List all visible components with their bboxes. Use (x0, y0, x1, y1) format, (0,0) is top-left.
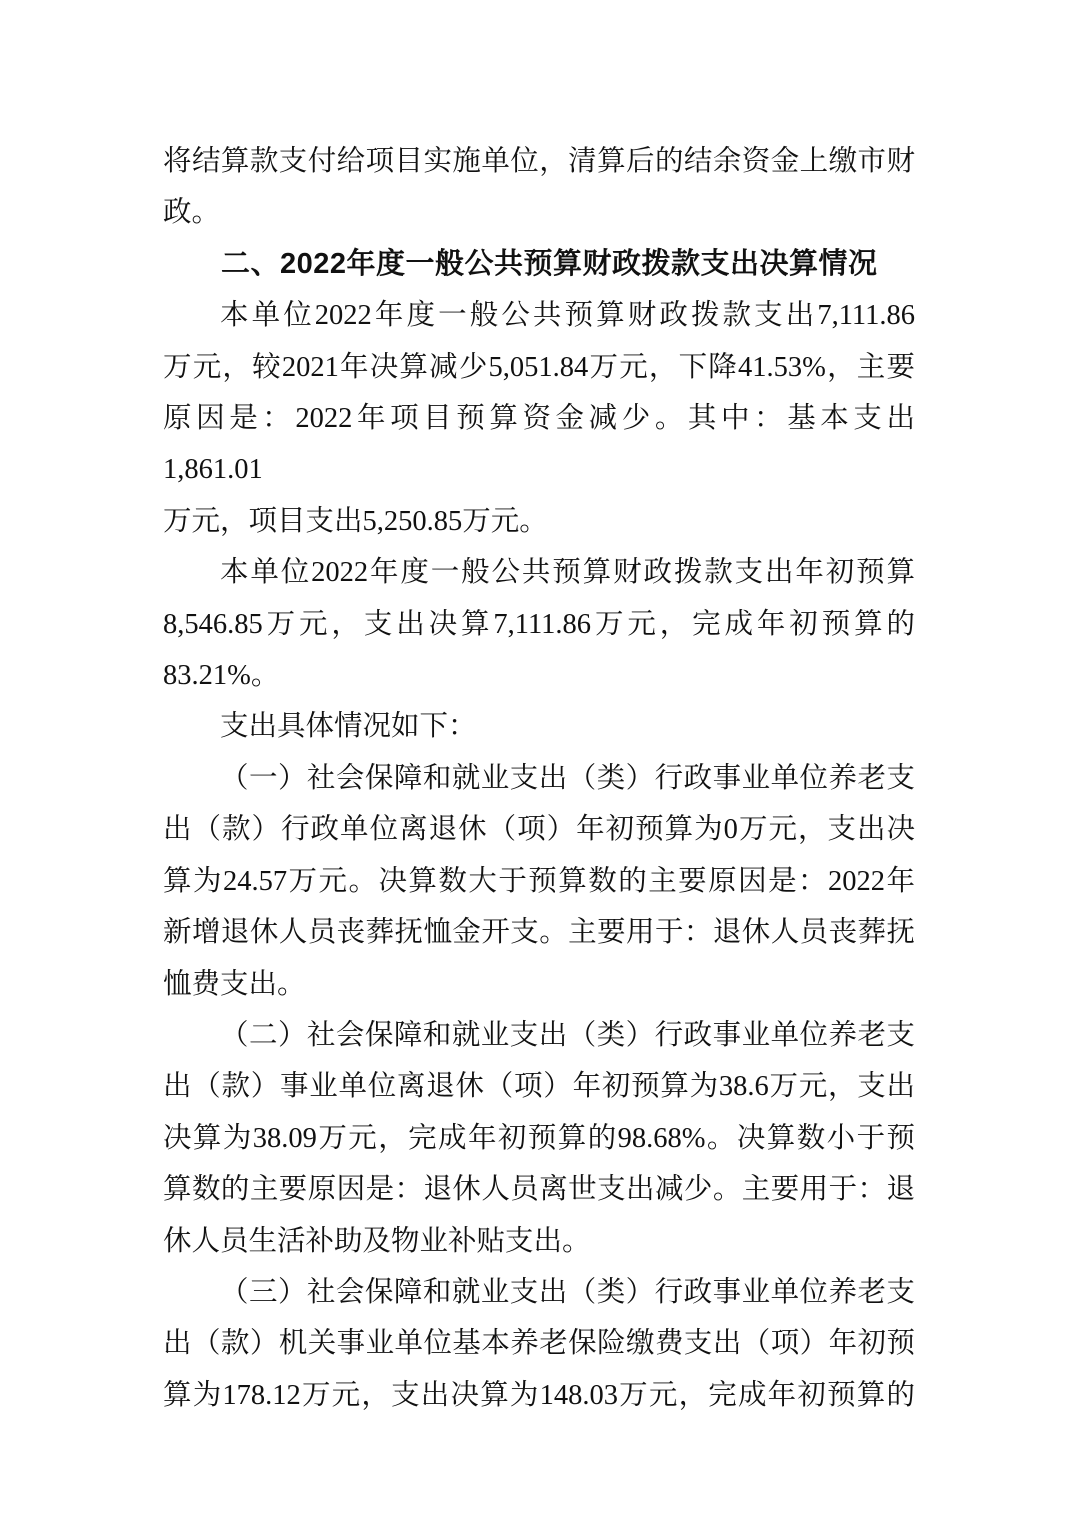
text-line: 8,546.85万元，支出决算7,111.86万元，完成年初预算的 (163, 608, 915, 640)
heading-line: 二、2022年度一般公共预算财政拨款支出决算情况 (221, 247, 878, 280)
text-line: 83.21%。 (163, 660, 280, 692)
text-line: 算为178.12万元，支出决算为148.03万元，完成年初预算的 (163, 1379, 915, 1411)
paragraph (163, 701, 915, 752)
paragraph (163, 290, 915, 547)
text-line: 万元，项目支出5,250.85万元。 (163, 505, 548, 537)
text-line: 将结算款支付给项目实施单位，清算后的结余资金上缴市财 (163, 146, 915, 177)
paragraph (163, 547, 915, 701)
text-line: 支出具体情况如下： (220, 711, 477, 743)
text-line: 出（款）事业单位离退休（项）年初预算为38.6万元，支出 (163, 1071, 915, 1103)
text-line: 本单位2022年度一般公共预算财政拨款支出年初预算 (220, 557, 915, 589)
text-line: 万元，较2021年决算减少5,051.84万元，下降41.53%，主要 (163, 351, 915, 383)
text-line: 出（款）机关事业单位基本养老保险缴费支出（项）年初预 (163, 1328, 915, 1360)
text-line: 政。 (163, 197, 221, 229)
text-line: （二）社会保障和就业支出（类）行政事业单位养老支 (220, 1019, 915, 1051)
text-line: 本单位2022年度一般公共预算财政拨款支出7,111.86 (220, 300, 915, 332)
text-line: 出（款）行政单位离退休（项）年初预算为0万元，支出决 (163, 814, 915, 846)
text-line: （三）社会保障和就业支出（类）行政事业单位养老支 (220, 1276, 915, 1308)
text-line: 恤费支出。 (163, 968, 306, 1000)
paragraph (163, 1267, 915, 1421)
text-line: 休人员生活补助及物业补贴支出。 (163, 1225, 591, 1257)
text-line: 决算为38.09万元，完成年初预算的98.68%。决算数小于预 (163, 1122, 915, 1154)
text-line: 原因是：2022年项目预算资金减少。其中：基本支出1,861.01 (163, 403, 915, 486)
text-line: 新增退休人员丧葬抚恤金开支。主要用于：退休人员丧葬抚 (163, 917, 915, 949)
document-content (163, 136, 915, 1421)
paragraph (163, 136, 915, 239)
paragraph (163, 753, 915, 1010)
text-line: （一）社会保障和就业支出（类）行政事业单位养老支 (220, 762, 915, 794)
paragraph (163, 1010, 915, 1267)
text-line: 算数的主要原因是：退休人员离世支出减少。主要用于：退 (163, 1174, 915, 1206)
section-heading (163, 239, 915, 290)
text-line: 算为24.57万元。决算数大于预算数的主要原因是：2022年 (163, 865, 915, 897)
